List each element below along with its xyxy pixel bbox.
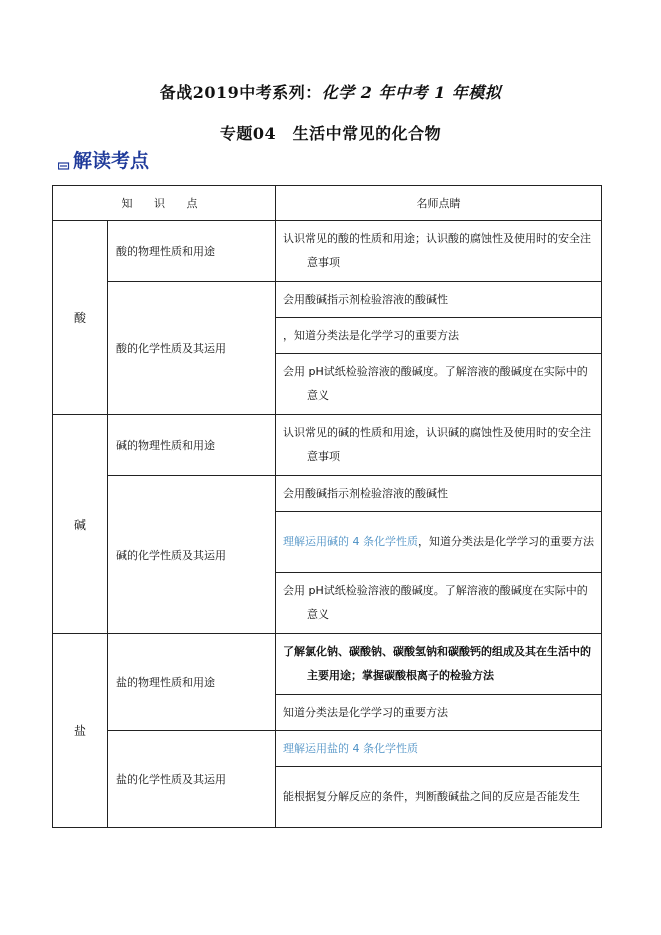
- table-row: [53, 634, 602, 695]
- note-cell: 认识常见的碱的性质和用途，认识碱的腐蚀性及使用时的安全注意事项: [276, 415, 602, 476]
- category-acid: 酸: [53, 221, 108, 415]
- table-header-row: [53, 186, 602, 221]
- note-cell: 理解运用盐的 4 条化学性质: [276, 731, 602, 767]
- topic-cell: 酸的化学性质及其运用: [108, 282, 276, 415]
- section-heading-text: 解读考点: [73, 150, 150, 172]
- topic-cell: 碱的物理性质和用途: [108, 415, 276, 476]
- note-cell: 能根据复分解反应的条件，判断酸碱盐之间的反应是否能发生: [276, 767, 602, 828]
- category-salt: 盐: [53, 634, 108, 828]
- pen-icon: [58, 153, 70, 161]
- table-row: [53, 415, 602, 476]
- title-italic: 化学 2 年中考 1 年模拟: [321, 83, 502, 102]
- table-row: [53, 476, 602, 512]
- document-title: [0, 80, 661, 103]
- category-base: 碱: [53, 415, 108, 634]
- document-subtitle: 专题04 生活中常见的化合物: [219, 124, 442, 143]
- header-knowledge-point: 知 识 点: [53, 186, 276, 221]
- note-cell: 会用酸碱指示剂检验溶液的酸碱性: [276, 476, 602, 512]
- note-cell: 会用 pH试纸检验溶液的酸碱度。了解溶液的酸碱度在实际中的意义: [276, 354, 602, 415]
- note-cell: 了解氯化钠、碳酸钠、碳酸氢钠和碳酸钙的组成及其在生活中的主要用途；掌握碳酸根离子的检验方法: [276, 634, 602, 695]
- topic-cell: 碱的化学性质及其运用: [108, 476, 276, 634]
- note-cell: 会用 pH试纸检验溶液的酸碱度。了解溶液的酸碱度在实际中的意义: [276, 573, 602, 634]
- note-cell: 会用酸碱指示剂检验溶液的酸碱性: [276, 282, 602, 318]
- note-cell: 理解运用碱的 4 条化学性质，知道分类法是化学学习的重要方法: [276, 512, 602, 573]
- title-plain: 备战2019中考系列：: [159, 83, 322, 102]
- table-row: [53, 221, 602, 282]
- header-teacher-notes: 名师点睛: [276, 186, 602, 221]
- topic-cell: 酸的物理性质和用途: [108, 221, 276, 282]
- knowledge-table: [52, 185, 602, 828]
- highlight-text: 理解运用碱的 4 条化学性质: [283, 535, 418, 548]
- topic-cell: 盐的化学性质及其运用: [108, 731, 276, 828]
- table-row: [53, 282, 602, 318]
- note-cell: 知道分类法是化学学习的重要方法: [276, 695, 602, 731]
- note-cell: 认识常见的酸的性质和用途；认识酸的腐蚀性及使用时的安全注意事项: [276, 221, 602, 282]
- topic-cell: 盐的物理性质和用途: [108, 634, 276, 731]
- section-heading: [58, 146, 149, 173]
- table-row: [53, 731, 602, 767]
- note-cell: ，知道分类法是化学学习的重要方法: [276, 318, 602, 354]
